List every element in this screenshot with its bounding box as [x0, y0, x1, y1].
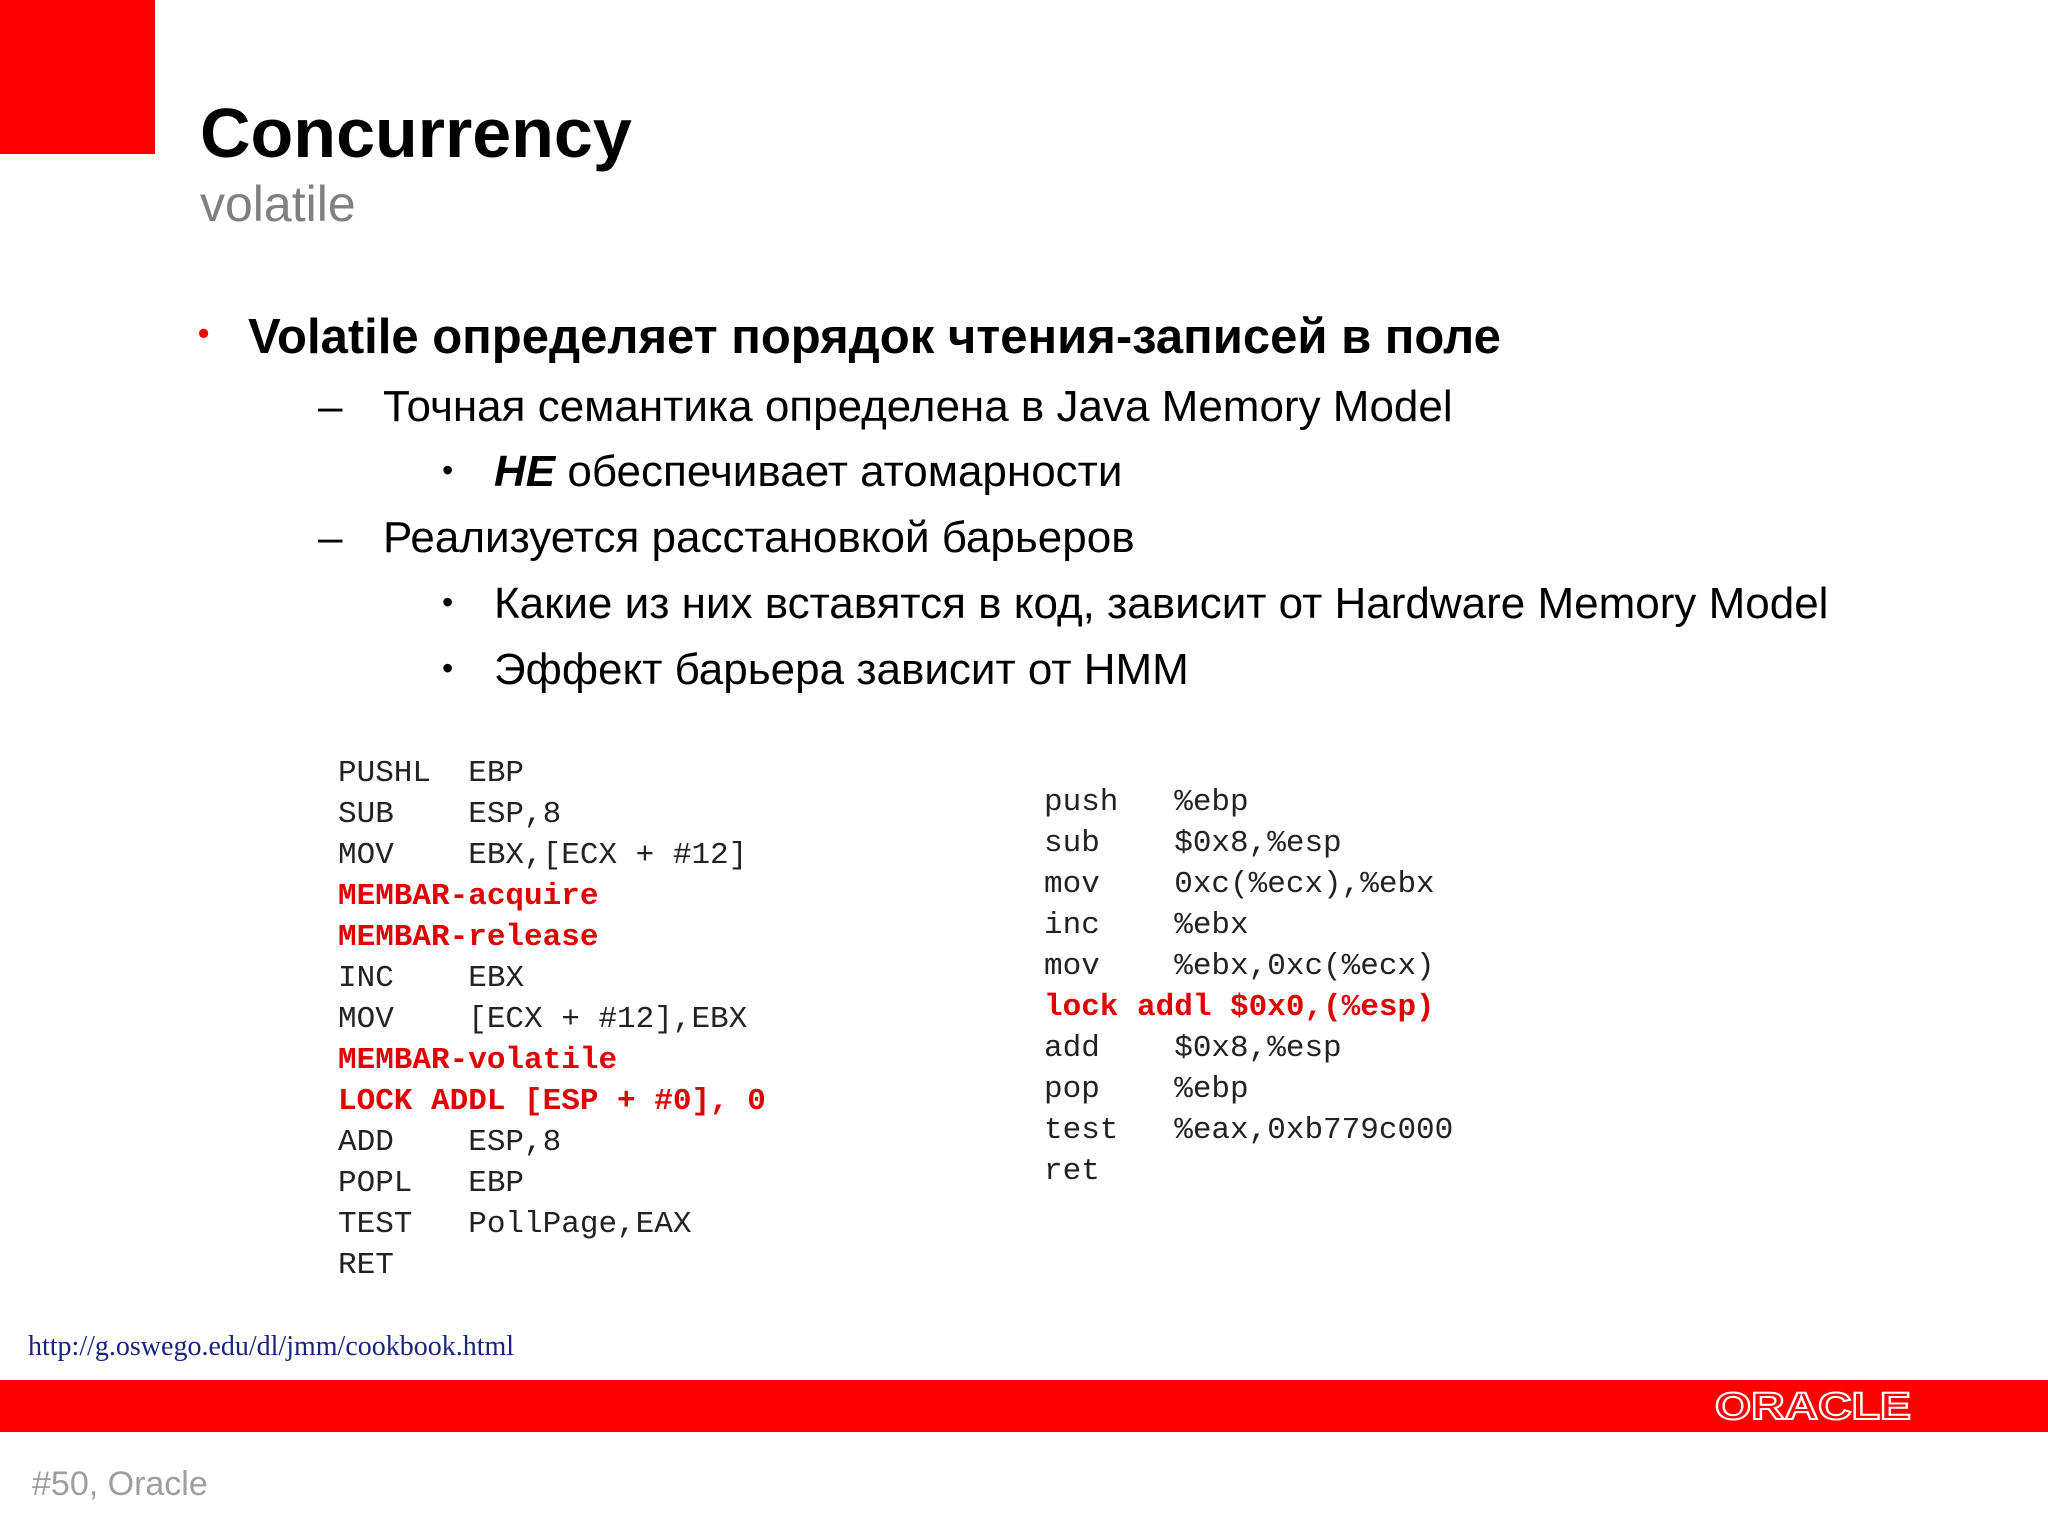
- code-block-jvm-assembly: [338, 753, 766, 1286]
- dash-icon: –: [318, 382, 343, 431]
- slide-subtitle: volatile: [200, 176, 356, 232]
- oracle-logo: [1708, 1383, 1918, 1429]
- oracle-logo-text: ORACLE: [1715, 1386, 1911, 1428]
- sub-sub-bullet-1-text: [494, 442, 1122, 502]
- code-left-line: SUB ESP,8: [338, 797, 562, 832]
- code-left-line: MOV [ECX + #12],EBX: [338, 1002, 748, 1037]
- code-right-line: test %eax,0xb779c000: [1044, 1113, 1454, 1148]
- code-left-line: MOV EBX,[ECX + #12]: [338, 838, 748, 873]
- code-left-line: ADD ESP,8: [338, 1125, 562, 1160]
- code-right-line: inc %ebx: [1044, 908, 1249, 943]
- code-right-line: add $0x8,%esp: [1044, 1031, 1342, 1066]
- sub-sub-bullet-1-rest: обеспечивает атомарности: [555, 447, 1123, 496]
- code-left-line: MEMBAR-release: [338, 920, 599, 955]
- code-right-line: ret: [1044, 1154, 1100, 1189]
- code-left-line: TEST PollPage,EAX: [338, 1207, 692, 1242]
- dash-icon: –: [318, 513, 343, 562]
- code-left-line: PUSHL EBP: [338, 756, 525, 791]
- bullet-dot-icon: •: [198, 315, 210, 351]
- sub-sub-bullet-2-text: Какие из них вставятся в код, зависит от Hardware Memory Model: [494, 579, 1829, 628]
- sub-bullet-1-text: Точная семантика определена в Java Memory Model: [383, 382, 1453, 431]
- slide-title: Concurrency: [200, 94, 632, 172]
- code-right-line: lock addl $0x0,(%esp): [1044, 990, 1435, 1025]
- bullet-main-text: Volatile определяет порядок чтения-записей в поле: [248, 310, 1501, 364]
- bullet-dot-icon: •: [442, 584, 454, 620]
- code-left-line: RET: [338, 1248, 394, 1283]
- code-left-line: INC EBX: [338, 961, 525, 996]
- reference-link[interactable]: http://g.oswego.edu/dl/jmm/cookbook.html: [28, 1331, 515, 1362]
- code-right-line: mov 0xc(%ecx),%ebx: [1044, 867, 1435, 902]
- code-left-line: LOCK ADDL [ESP + #0], 0: [338, 1084, 766, 1119]
- code-right-line: push %ebp: [1044, 785, 1249, 820]
- code-left-line: POPL EBP: [338, 1166, 525, 1201]
- corner-accent-block: [0, 0, 155, 154]
- sub-sub-bullet-3-text: Эффект барьера зависит от HMM: [494, 645, 1189, 694]
- bullet-dot-icon: •: [442, 650, 454, 686]
- footer-red-bar: [0, 1380, 2048, 1432]
- emphasis-text: НЕ: [494, 447, 556, 496]
- code-right-line: pop %ebp: [1044, 1072, 1249, 1107]
- slide-footer: #50, Oracle: [32, 1465, 208, 1503]
- code-left-line: MEMBAR-volatile: [338, 1043, 618, 1078]
- code-left-line: MEMBAR-acquire: [338, 879, 599, 914]
- sub-bullet-2-text: Реализуется расстановкой барьеров: [383, 513, 1135, 562]
- code-block-x86-assembly: [1044, 782, 1453, 1192]
- code-right-line: sub $0x8,%esp: [1044, 826, 1342, 861]
- code-right-line: mov %ebx,0xc(%ecx): [1044, 949, 1435, 984]
- bullet-dot-icon: •: [442, 452, 454, 488]
